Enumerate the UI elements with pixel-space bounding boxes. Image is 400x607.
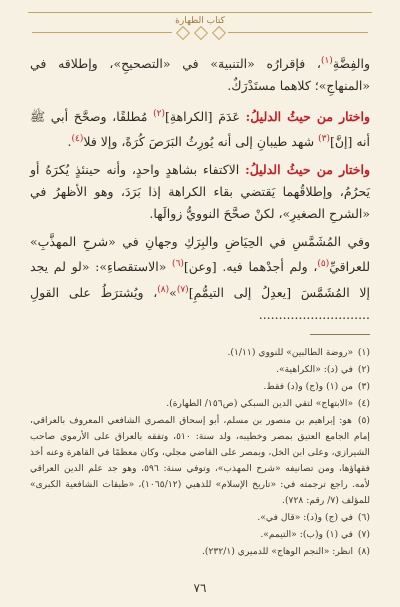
footnote-number: (١): [357, 346, 370, 358]
footnote-ref[interactable]: (٥): [317, 259, 330, 270]
ornament-diamond-icon: [194, 26, 208, 40]
frame-top-rule: [28, 12, 372, 13]
footnote-ref[interactable]: (٦): [172, 259, 184, 270]
ornament-diamond-icon: [212, 26, 226, 40]
paragraph-3: [30, 159, 370, 225]
paragraph-text: ، ولم أجدْهما فيه. [وعن]: [183, 259, 318, 275]
paragraph-text: وفي المُشَمَّسِ في الحِيَاضِ والبِرَكِ وجهانِ في «شرحِ المهذَّبِ» للعراقيِّ: [30, 234, 371, 275]
main-text: [30, 50, 370, 326]
footnote-item: [30, 362, 370, 378]
footnote-ref[interactable]: (٧): [176, 284, 189, 295]
ornament-diamond-icon: [176, 26, 190, 40]
footnote-text: في (١) و(ب): «التيمم».: [260, 528, 354, 540]
footnote-number: (٤): [357, 397, 370, 409]
paragraph-1: [30, 50, 370, 97]
footnote-number: (٧): [357, 528, 370, 540]
footnote-item: [30, 396, 370, 412]
footnote-item: [30, 527, 370, 543]
footnote-ref[interactable]: (١): [320, 56, 333, 66]
footnote-text: في (د): «الكراهية».: [276, 363, 354, 375]
footnote-text: هو: إبراهيم بن منصور بن مسلم، أبو إسحاق المصري الشافعي المعروف بالعراقي، إمام الجامع العتيق بمصر وخطيبه، ولد سنة: ٥١٠، وتفقه بالعراق على الأرموي صاحب الشيرازي، وعلى ابن الخل، وبمصر على القاضي مجلي، وكان معظمًا في القاهرة وعنه أخذ فقهاؤها، ومن تصانيفه «شرح المهذب»، وتوفي سنة: ٥٩٦، وهو جد علم الدين العراقي لأمه. راجع ترجمته في: «تاريخ الإسلام» للذهبي (١٠٦٥/١٢)، «طبقات الشافعية الكبرى» للمؤلف (٧/ رقم: ٧٢٨).: [30, 414, 371, 506]
paragraph-text: «الاستقصاءِ»: «لو لم يجد إلا المُشَمَّسَ [يعدِلُ إلى التيمُّمِ]: [30, 259, 370, 300]
paragraph-text: شهد طيبانِ إلى أنه يُورِثُ البَرَصَ كُرَةً، وإلا فلا: [83, 134, 319, 150]
header-rule-right: [228, 32, 368, 33]
footnote-text: من (١) و(ج) و(د) فقط.: [263, 380, 354, 392]
footnote-text: انظر: «النجم الوهاج» للدميري (٢٣٢/١).: [201, 545, 354, 557]
paragraph-text: ، ويُشترَطُ على القولِ: [30, 284, 158, 300]
footnote-text: «الابتهاج» لتقي الدين السبكي (ص١٥٦/ الطهارة).: [166, 397, 354, 409]
paragraph-text: ، فإقرارُه «التنبيهَ» في «التصحيحِ»، وإطلاقه في «المنهاجِ»؛ كلاهما مستَدْرَكٌ.: [30, 56, 370, 94]
footnote-text: «روضة الطالبين» للنووي (١/١١).: [227, 346, 354, 358]
emphasis-label: واختار من حيثُ الدليلُ:: [245, 162, 370, 178]
page-number: ٧٦: [193, 581, 207, 595]
page-content: [30, 50, 370, 561]
footnote-item: [30, 345, 370, 361]
emphasis-label: واختار من حيثُ الدليلُ:: [245, 109, 370, 125]
footnote-ref[interactable]: (٢): [153, 109, 165, 120]
paragraph-text: والفِضَّةِ: [332, 56, 370, 72]
paragraph-text: »: [169, 284, 177, 300]
footnote-number: (٣): [357, 380, 370, 392]
continuation-dots: ............................: [258, 306, 370, 322]
footnote-separator: [310, 334, 370, 335]
paragraph-text: عَدَمَ [الكراهةِ]: [164, 109, 246, 125]
paragraph-text: مُطلقًا، وصحَّحَ أبي ﷺ أنه [إنَّ]: [30, 109, 370, 150]
running-header: كتاب الطهارة: [175, 16, 225, 26]
footnote-text: في (ج) و(د): «قال في».: [257, 511, 354, 523]
paragraph-text: الاكتفاء بشاهدٍ واحدٍ، وأنه حينئذٍ يُكرَهُ أو يَحرُمُ، وإطلاقُهما يَقتضي بقاء الكراهة إذا بَرَدَ، وهو الأظهرُ في «الشرحِ الصغيرِ»، لكنْ صحَّحَ النوويُّ زوالَها.: [30, 162, 370, 222]
footnote-number: (٢): [357, 363, 370, 375]
header-ornament-band: [0, 26, 400, 38]
header-rule-left: [32, 32, 172, 33]
footnote-item: [30, 544, 370, 560]
footnote-number: (٨): [357, 545, 370, 557]
footnotes: [30, 345, 370, 560]
footnote-ref[interactable]: (٤): [71, 134, 84, 145]
footnote-item: [30, 379, 370, 395]
footnote-ref[interactable]: (٨): [157, 284, 170, 295]
footnote-number: (٥): [357, 414, 371, 426]
paragraph-text: .: [67, 134, 72, 150]
paragraph-4: [30, 231, 370, 325]
footnote-item: [30, 510, 370, 526]
footnote-item: [30, 413, 370, 509]
footnote-number: (٦): [357, 511, 370, 523]
footnote-ref[interactable]: (٣): [318, 134, 330, 145]
paragraph-2: [30, 103, 370, 153]
